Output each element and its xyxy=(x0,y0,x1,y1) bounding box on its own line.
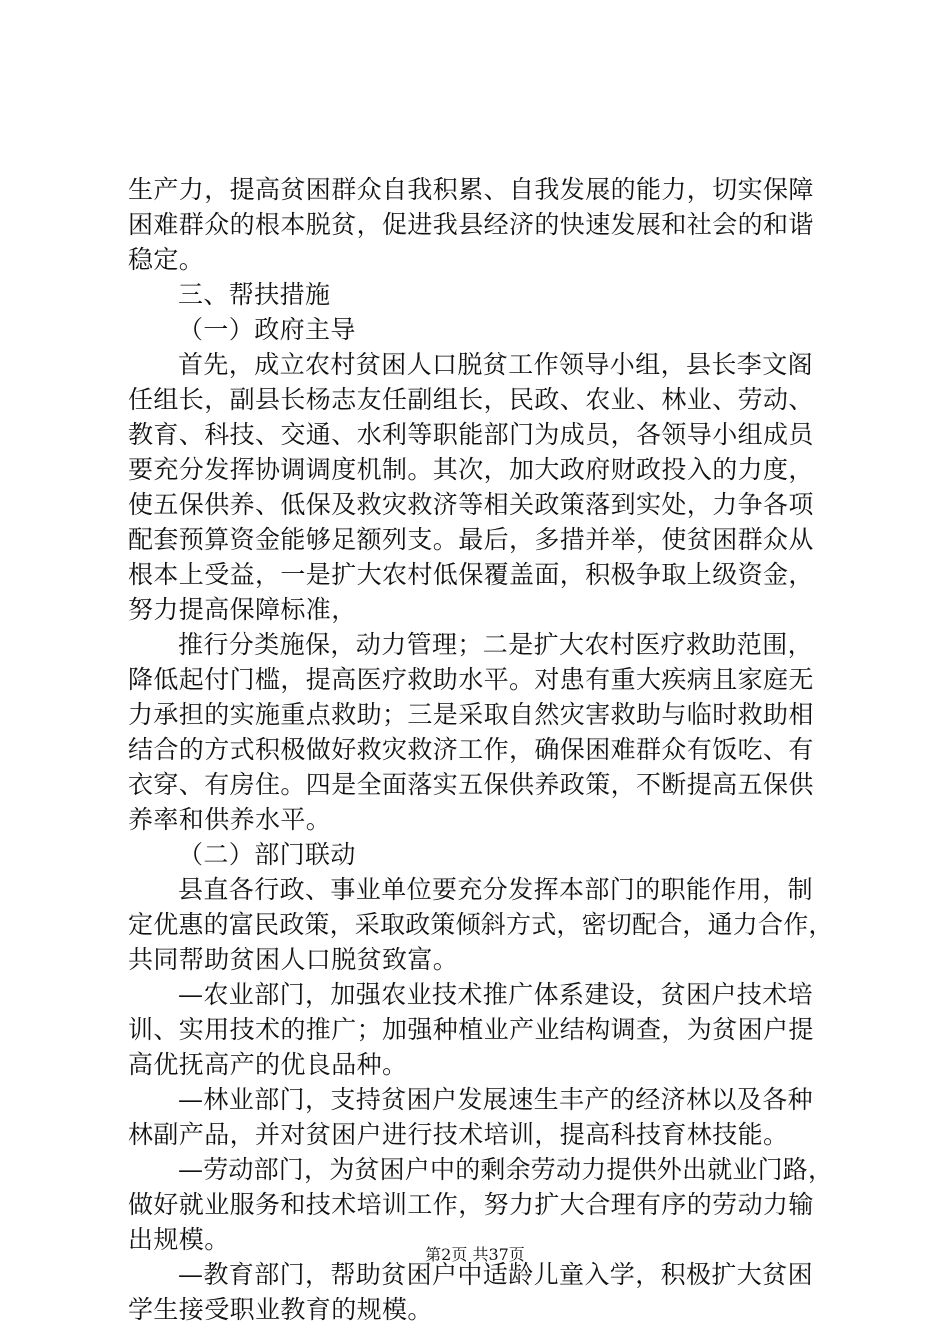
text-line: 降低起付门槛，提高医疗救助水平。对患有重大疾病且家庭无 xyxy=(128,665,814,694)
text-line: 使五保供养、低保及救灾救济等相关政策落到实处，力争各项 xyxy=(128,490,814,519)
text-line: 学生接受职业教育的规模。 xyxy=(128,1295,433,1324)
text-line: 力承担的实施重点救助；三是采取自然灾害救助与临时救助相 xyxy=(128,700,814,729)
text-line: —林业部门，支持贫困户发展速生丰产的经济林以及各种 xyxy=(178,1085,814,1114)
text-line: 努力提高保障标准， xyxy=(128,595,357,624)
text-line: （一）政府主导 xyxy=(178,315,356,344)
text-line: —劳动部门，为贫困户中的剩余劳动力提供外出就业门路， xyxy=(178,1155,834,1184)
text-line: 结合的方式积极做好救灾救济工作，确保困难群众有饭吃、有 xyxy=(128,735,814,764)
text-line: 做好就业服务和技术培训工作，努力扩大合理有序的劳动力输 xyxy=(128,1190,814,1219)
text-line: 首先，成立农村贫困人口脱贫工作领导小组，县长李文阁 xyxy=(178,350,814,379)
text-line: 困难群众的根本脱贫，促进我县经济的快速发展和社会的和谐 xyxy=(128,210,814,239)
text-line: 出规模。 xyxy=(128,1225,230,1254)
text-line: 训、实用技术的推广；加强种植业产业结构调查，为贫困户提 xyxy=(128,1015,814,1044)
text-line: 衣穿、有房住。四是全面落实五保供养政策，不断提高五保供 xyxy=(128,770,814,799)
text-line: 根本上受益，一是扩大农村低保覆盖面，积极争取上级资金， xyxy=(128,560,814,589)
text-line: 任组长，副县长杨志友任副组长，民政、农业、林业、劳动、 xyxy=(128,385,814,414)
text-line: 共同帮助贫困人口脱贫致富。 xyxy=(128,945,459,974)
page-footer: 第2页 共37页 xyxy=(425,1245,525,1264)
text-line: 定优惠的富民政策，采取政策倾斜方式，密切配合，通力合作， xyxy=(128,910,834,939)
text-line: 配套预算资金能够足额列支。最后，多措并举，使贫困群众从 xyxy=(128,525,814,554)
text-line: —农业部门，加强农业技术推广体系建设，贫困户技术培 xyxy=(178,980,814,1009)
text-line: 生产力，提高贫困群众自我积累、自我发展的能力，切实保障 xyxy=(128,175,814,204)
text-line: 推行分类施保，动力管理；二是扩大农村医疗救助范围， xyxy=(178,630,814,659)
text-line: —教育部门，帮助贫困户中适龄儿童入学，积极扩大贫困 xyxy=(178,1260,814,1289)
text-line: 教育、科技、交通、水利等职能部门为成员，各领导小组成员 xyxy=(128,420,814,449)
text-line: 林副产品，并对贫困户进行技术培训，提高科技育林技能。 xyxy=(128,1120,789,1149)
text-line: （二）部门联动 xyxy=(178,840,356,869)
text-line: 县直各行政、事业单位要充分发挥本部门的职能作用，制 xyxy=(178,875,814,904)
document-body xyxy=(128,172,834,1327)
text-line: 要充分发挥协调调度机制。其次，加大政府财政投入的力度， xyxy=(128,455,814,484)
text-line: 三、帮扶措施 xyxy=(178,280,331,309)
text-line: 养率和供养水平。 xyxy=(128,805,332,834)
text-line: 稳定。 xyxy=(128,245,205,274)
text-line: 高优抚高产的优良品种。 xyxy=(128,1050,408,1079)
